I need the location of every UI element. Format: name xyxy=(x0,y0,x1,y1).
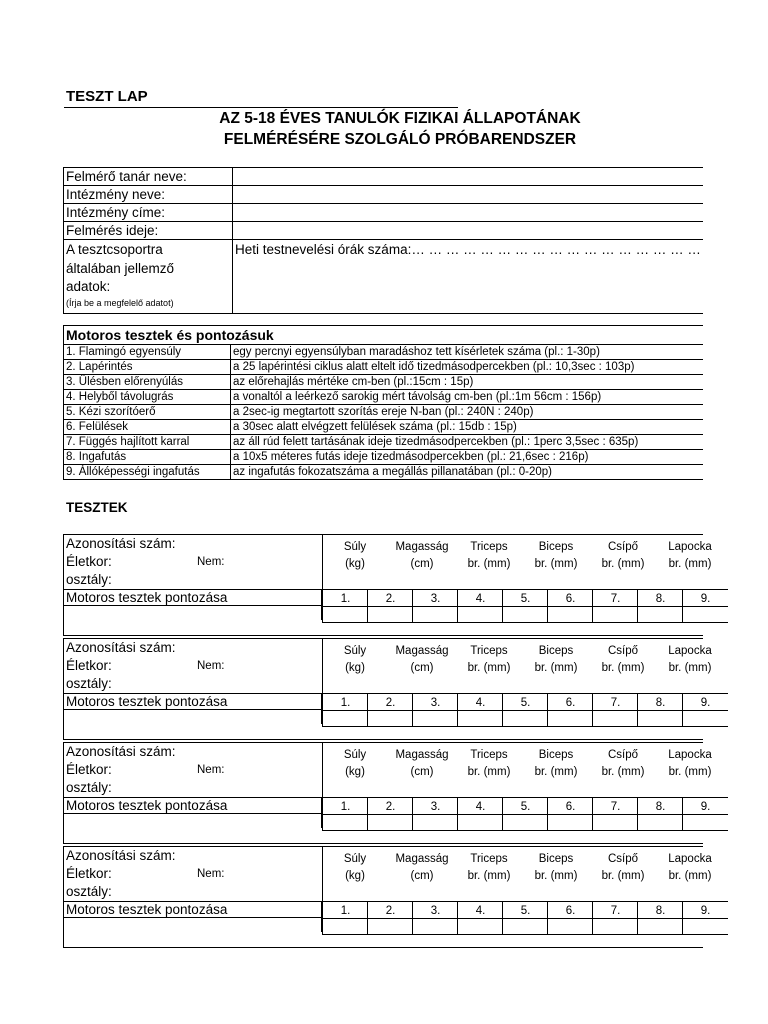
score-header: 1. xyxy=(322,797,368,815)
score-header: 3. xyxy=(412,589,458,607)
measure-name: Csípő xyxy=(607,853,639,865)
measure-unit: br. (mm) xyxy=(534,766,578,778)
age-label: Életkor: xyxy=(66,658,112,673)
measure-name: Magasság xyxy=(395,853,449,865)
score-input[interactable] xyxy=(547,815,593,831)
motor-test-desc: az előrehajlás mértéke cm-ben (pl.:15cm : 15p) xyxy=(231,375,704,390)
info-label-institution: Intézmény neve: xyxy=(64,186,233,204)
measure-name: Biceps xyxy=(538,645,574,657)
measure-unit: (kg) xyxy=(345,766,365,778)
score-input[interactable] xyxy=(457,711,503,727)
score-input[interactable] xyxy=(592,815,638,831)
scoring-label-spacer xyxy=(64,917,322,932)
score-header: 8. xyxy=(637,693,683,711)
score-grid xyxy=(322,901,711,948)
score-header: 9. xyxy=(682,797,728,815)
measure-unit: br. (mm) xyxy=(467,662,511,674)
score-grid xyxy=(322,589,711,636)
motor-test-desc: az áll rúd felett tartásának ideje tizedmásodpercekben (pl.: 1perc 3,5sec : 635p) xyxy=(231,435,704,450)
score-header: 9. xyxy=(682,693,728,711)
score-input[interactable] xyxy=(412,711,458,727)
score-input[interactable] xyxy=(412,607,458,623)
score-header: 2. xyxy=(367,797,413,815)
score-input[interactable] xyxy=(457,919,503,935)
score-header: 8. xyxy=(637,901,683,919)
motor-test-desc: az ingafutás fokozatszáma a megállás pillanatában (pl.: 0-20p) xyxy=(231,465,704,480)
motor-test-name: 4. Helyből távolugrás xyxy=(64,390,231,405)
score-input[interactable] xyxy=(367,607,413,623)
score-header: 5. xyxy=(502,797,548,815)
measure-name: Magasság xyxy=(395,749,449,761)
score-header: 2. xyxy=(367,901,413,919)
group-line-1: A tesztcsoportra xyxy=(66,242,163,257)
measure-name: Lapocka xyxy=(668,541,712,553)
score-header: 1. xyxy=(322,901,368,919)
score-header: 6. xyxy=(547,901,593,919)
measure-unit: (kg) xyxy=(345,558,365,570)
scoring-label: Motoros tesztek pontozása xyxy=(64,693,322,711)
motor-test-name: 7. Függés hajlított karral xyxy=(64,435,231,450)
score-input[interactable] xyxy=(547,607,593,623)
student-info xyxy=(64,847,323,901)
scoring-label-spacer xyxy=(64,813,322,828)
group-line-2: általában jellemző xyxy=(66,260,175,276)
class-label: osztály: xyxy=(66,780,112,795)
measure-unit: br. (mm) xyxy=(467,558,511,570)
measure-unit: br. (mm) xyxy=(467,766,511,778)
score-header: 2. xyxy=(367,693,413,711)
age-label: Életkor: xyxy=(66,554,112,569)
measure-name: Csípő xyxy=(607,645,639,657)
title-line-2: FELMÉRÉSÉRE SZOLGÁLÓ PRÓBARENDSZER xyxy=(223,131,577,148)
measure-unit: br. (mm) xyxy=(467,870,511,882)
measure-unit: br. (mm) xyxy=(534,870,578,882)
id-label: Azonosítási szám: xyxy=(66,848,176,863)
id-label: Azonosítási szám: xyxy=(66,744,176,759)
measure-name: Csípő xyxy=(607,749,639,761)
info-group-label xyxy=(64,240,233,314)
motor-test-desc: a 2sec-ig megtartott szorítás ereje N-ban (pl.: 240N : 240p) xyxy=(231,405,704,420)
motor-test-name: 2. Lapérintés xyxy=(64,360,231,375)
score-header: 3. xyxy=(412,693,458,711)
score-header: 8. xyxy=(637,797,683,815)
motor-test-name: 9. Állóképességi ingafutás xyxy=(64,465,231,480)
scoring-label: Motoros tesztek pontozása xyxy=(64,589,322,607)
test-block xyxy=(63,534,712,636)
score-input[interactable] xyxy=(637,711,683,727)
score-input[interactable] xyxy=(367,711,413,727)
score-header: 4. xyxy=(457,901,503,919)
scoring-label-spacer xyxy=(64,709,322,724)
motor-test-desc: egy percnyi egyensúlyban maradáshoz tett kísérletek száma (pl.: 1-30p) xyxy=(231,345,704,360)
score-input[interactable] xyxy=(592,607,638,623)
group-note: (Írja be a megfelelő adatot) xyxy=(66,297,174,308)
info-label-date: Felmérés ideje: xyxy=(64,222,233,240)
info-label-teacher: Felmérő tanár neve: xyxy=(64,168,233,186)
score-header: 3. xyxy=(412,901,458,919)
motor-heading: Motoros tesztek és pontozásuk xyxy=(64,326,704,345)
measure-unit: (cm) xyxy=(410,558,434,570)
class-label: osztály: xyxy=(66,676,112,691)
measure-unit: br. (mm) xyxy=(601,766,645,778)
info-label-address: Intézmény címe: xyxy=(64,204,233,222)
score-header: 9. xyxy=(682,901,728,919)
score-input[interactable] xyxy=(412,919,458,935)
score-header: 7. xyxy=(592,901,638,919)
score-header: 5. xyxy=(502,901,548,919)
motor-test-desc: a 30sec alatt elvégzett felülések száma (pl.: 15db : 15p) xyxy=(231,420,704,435)
motor-test-name: 6. Felülések xyxy=(64,420,231,435)
group-line-3: adatok: xyxy=(66,279,111,294)
info-weekly-cell[interactable] xyxy=(233,240,704,314)
score-input[interactable] xyxy=(322,815,368,831)
measure-unit: (kg) xyxy=(345,662,365,674)
score-input[interactable] xyxy=(592,711,638,727)
score-header: 7. xyxy=(592,693,638,711)
score-header: 7. xyxy=(592,797,638,815)
id-label: Azonosítási szám: xyxy=(66,640,176,655)
measure-unit: (cm) xyxy=(410,662,434,674)
header-underline xyxy=(64,107,458,108)
info-field-address[interactable] xyxy=(233,204,704,222)
sex-label: Nem: xyxy=(197,660,225,672)
measure-name: Biceps xyxy=(538,541,574,553)
measure-name: Lapocka xyxy=(668,645,712,657)
score-input[interactable] xyxy=(502,815,548,831)
score-input[interactable] xyxy=(637,607,683,623)
score-header: 5. xyxy=(502,693,548,711)
score-header: 6. xyxy=(547,589,593,607)
score-grid xyxy=(322,693,711,740)
score-header: 5. xyxy=(502,589,548,607)
measure-unit: br. (mm) xyxy=(534,662,578,674)
score-input[interactable] xyxy=(682,815,728,831)
measure-name: Magasság xyxy=(395,645,449,657)
score-input[interactable] xyxy=(637,815,683,831)
measure-unit: br. (mm) xyxy=(534,558,578,570)
test-block xyxy=(63,742,712,844)
title-line-1: AZ 5-18 ÉVES TANULÓK FIZIKAI ÁLLAPOTÁNAK xyxy=(219,110,581,127)
sex-label: Nem: xyxy=(197,556,225,568)
measure-name: Súly xyxy=(343,541,367,553)
measure-unit: (cm) xyxy=(410,766,434,778)
test-block xyxy=(63,638,712,740)
student-info xyxy=(64,535,323,589)
motor-tests-table xyxy=(63,325,703,480)
score-header: 7. xyxy=(592,589,638,607)
score-input[interactable] xyxy=(367,815,413,831)
score-header: 6. xyxy=(547,797,593,815)
measure-unit: br. (mm) xyxy=(601,870,645,882)
age-label: Életkor: xyxy=(66,762,112,777)
score-input[interactable] xyxy=(457,815,503,831)
measure-name: Lapocka xyxy=(668,853,712,865)
measure-name: Triceps xyxy=(470,853,508,865)
motor-test-name: 8. Ingafutás xyxy=(64,450,231,465)
scoring-label: Motoros tesztek pontozása xyxy=(64,797,322,815)
score-input[interactable] xyxy=(547,711,593,727)
score-header: 2. xyxy=(367,589,413,607)
score-input[interactable] xyxy=(682,607,728,623)
score-input[interactable] xyxy=(502,919,548,935)
info-field-teacher[interactable] xyxy=(233,168,704,186)
measure-unit: br. (mm) xyxy=(601,662,645,674)
measure-name: Súly xyxy=(343,645,367,657)
score-header: 4. xyxy=(457,693,503,711)
test-block xyxy=(63,846,712,948)
score-header: 6. xyxy=(547,693,593,711)
measure-unit: br. (mm) xyxy=(668,558,712,570)
measure-name: Súly xyxy=(343,749,367,761)
score-header: 1. xyxy=(322,589,368,607)
score-header: 1. xyxy=(322,693,368,711)
motor-test-desc: a 10x5 méteres futás ideje tizedmásodpercekben (pl.: 21,6sec : 216p) xyxy=(231,450,704,465)
score-input[interactable] xyxy=(457,607,503,623)
score-input[interactable] xyxy=(367,919,413,935)
score-input[interactable] xyxy=(322,919,368,935)
score-input[interactable] xyxy=(322,607,368,623)
measure-unit: br. (mm) xyxy=(668,662,712,674)
sex-label: Nem: xyxy=(197,868,225,880)
measure-name: Lapocka xyxy=(668,749,712,761)
measure-name: Triceps xyxy=(470,541,508,553)
scoring-label-spacer xyxy=(64,605,322,620)
measure-unit: (cm) xyxy=(410,870,434,882)
student-info xyxy=(64,743,323,797)
motor-test-name: 3. Ülésben előrenyúlás xyxy=(64,375,231,390)
info-table xyxy=(63,167,703,314)
measure-name: Magasság xyxy=(395,541,449,553)
score-input[interactable] xyxy=(322,711,368,727)
score-input[interactable] xyxy=(682,711,728,727)
score-input[interactable] xyxy=(502,607,548,623)
score-header: 9. xyxy=(682,589,728,607)
score-header: 3. xyxy=(412,797,458,815)
student-info xyxy=(64,639,323,693)
id-label: Azonosítási szám: xyxy=(66,536,176,551)
measure-name: Biceps xyxy=(538,853,574,865)
measure-name: Csípő xyxy=(607,541,639,553)
info-field-institution[interactable] xyxy=(233,186,704,204)
score-input[interactable] xyxy=(637,919,683,935)
measure-name: Triceps xyxy=(470,645,508,657)
measure-name: Súly xyxy=(343,853,367,865)
sex-label: Nem: xyxy=(197,764,225,776)
score-input[interactable] xyxy=(592,919,638,935)
score-input[interactable] xyxy=(547,919,593,935)
score-header: 8. xyxy=(637,589,683,607)
measure-unit: br. (mm) xyxy=(668,766,712,778)
motor-test-desc: a vonaltól a leérkező sarokig mért távolság cm-ben (pl.:1m 56cm : 156p) xyxy=(231,390,704,405)
score-header: 4. xyxy=(457,797,503,815)
score-input[interactable] xyxy=(502,711,548,727)
class-label: osztály: xyxy=(66,884,112,899)
age-label: Életkor: xyxy=(66,866,112,881)
weekly-dots: … … … … … … … … … … … … … … … … … xyxy=(411,242,701,257)
motor-test-name: 1. Flamingó egyensúly xyxy=(64,345,231,360)
page-label: TESZT LAP xyxy=(66,88,148,105)
info-field-date[interactable] xyxy=(233,222,704,240)
tests-heading: TESZTEK xyxy=(66,500,128,515)
class-label: osztály: xyxy=(66,572,112,587)
score-header: 4. xyxy=(457,589,503,607)
weekly-label: Heti testnevelési órák száma: xyxy=(235,242,412,257)
measure-name: Biceps xyxy=(538,749,574,761)
measure-unit: br. (mm) xyxy=(668,870,712,882)
score-input[interactable] xyxy=(682,919,728,935)
measure-unit: br. (mm) xyxy=(601,558,645,570)
measure-unit: (kg) xyxy=(345,870,365,882)
motor-test-desc: a 25 lapérintési ciklus alatt eltelt idő tizedmásodpercekben (pl.: 10,3sec : 103p) xyxy=(231,360,704,375)
scoring-label: Motoros tesztek pontozása xyxy=(64,901,322,919)
score-grid xyxy=(322,797,711,844)
motor-test-name: 5. Kézi szorítóerő xyxy=(64,405,231,420)
score-input[interactable] xyxy=(412,815,458,831)
measure-name: Triceps xyxy=(470,749,508,761)
